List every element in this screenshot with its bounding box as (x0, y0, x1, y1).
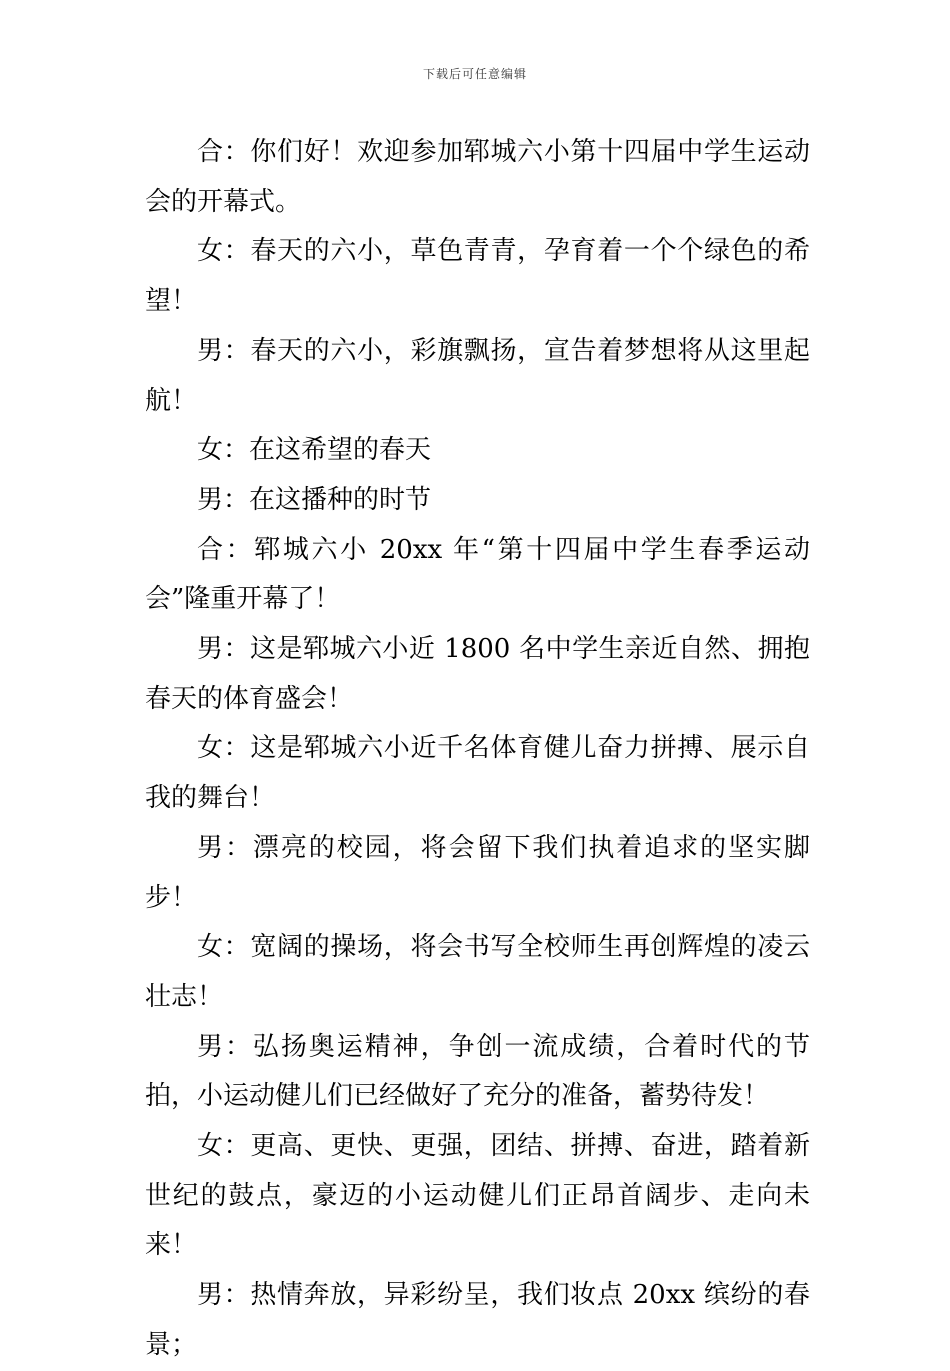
page-header-note: 下载后可任意编辑 (422, 67, 527, 81)
paragraph: 女：更高、更快、更强，团结、拼搏、奋进，踏着新世纪的鼓点，豪迈的小运动健儿们正昂首阔步、走向未来！ (145, 1131, 810, 1261)
paragraph: 女：在这希望的春天 (197, 435, 432, 466)
paragraph: 女：这是郓城六小近千名体育健儿奋力拼搏、展示自我的舞台！ (145, 733, 810, 814)
paragraph: 女：春天的六小，草色青青，孕育着一个个绿色的希望！ (145, 236, 810, 317)
paragraph: 男：春天的六小，彩旗飘扬，宣告着梦想将从这里起航！ (145, 335, 810, 416)
paragraph: 男：漂亮的校园，将会留下我们执着追求的坚实脚步！ (145, 832, 810, 913)
paragraph: 男：弘扬奥运精神，争创一流成绩，合着时代的节拍，小运动健儿们已经做好了充分的准备，蓄势待发！ (145, 1031, 810, 1112)
document-body (145, 128, 810, 1371)
paragraph: 男：热情奔放，异彩纷呈，我们妆点 20xx 缤纷的春景； (145, 1280, 810, 1360)
paragraph: 男：在这播种的时节 (197, 484, 432, 515)
paragraph: 女：宽阔的操场，将会书写全校师生再创辉煌的凌云壮志！ (145, 932, 810, 1012)
paragraph: 男：这是郓城六小近 1800 名中学生亲近自然、拥抱春天的体育盛会！ (145, 634, 810, 714)
paragraph: 合：你们好！欢迎参加郓城六小第十四届中学生运动会的开幕式。 (145, 137, 810, 217)
paragraph: 合：郓城六小 20xx 年“第十四届中学生春季运动会”隆重开幕了！ (145, 534, 810, 615)
